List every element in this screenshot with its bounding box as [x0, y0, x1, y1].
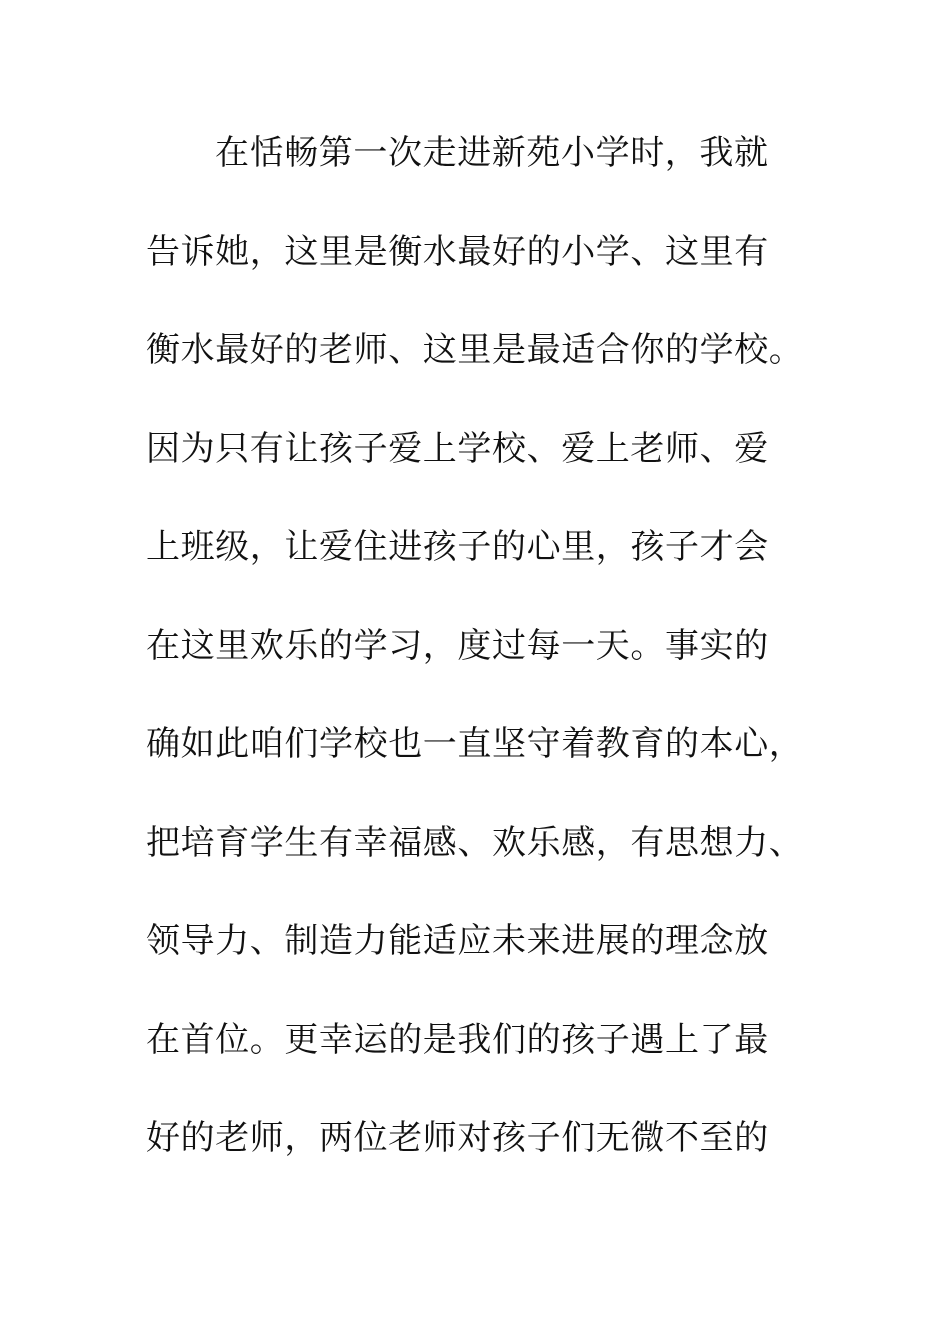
text-line: 在恬畅第一次走进新苑小学时，我就 — [215, 133, 769, 173]
text-line: 确如此咱们学校也一直坚守着教育的本心， — [146, 724, 804, 764]
text-line: 领导力、制造力能适应未来进展的理念放 — [146, 921, 769, 961]
text-line: 衡水最好的老师、这里是最适合你的学校。 — [146, 330, 804, 370]
text-line: 因为只有让孩子爱上学校、爱上老师、爱 — [146, 428, 769, 469]
body-paragraph — [146, 125, 826, 1209]
text-line: 把培育学生有幸福感、欢乐感，有思想力、 — [146, 822, 804, 863]
text-line: 在首位。更幸运的是我们的孩子遇上了最 — [146, 1019, 769, 1060]
text-line: 告诉她，这里是衡水最好的小学、这里有 — [146, 231, 769, 272]
text-line: 好的老师，两位老师对孩子们无微不至的 — [146, 1118, 769, 1158]
text-line: 上班级，让爱住进孩子的心里，孩子才会 — [146, 527, 769, 567]
text-line: 在这里欢乐的学习，度过每一天。事实的 — [146, 625, 769, 666]
